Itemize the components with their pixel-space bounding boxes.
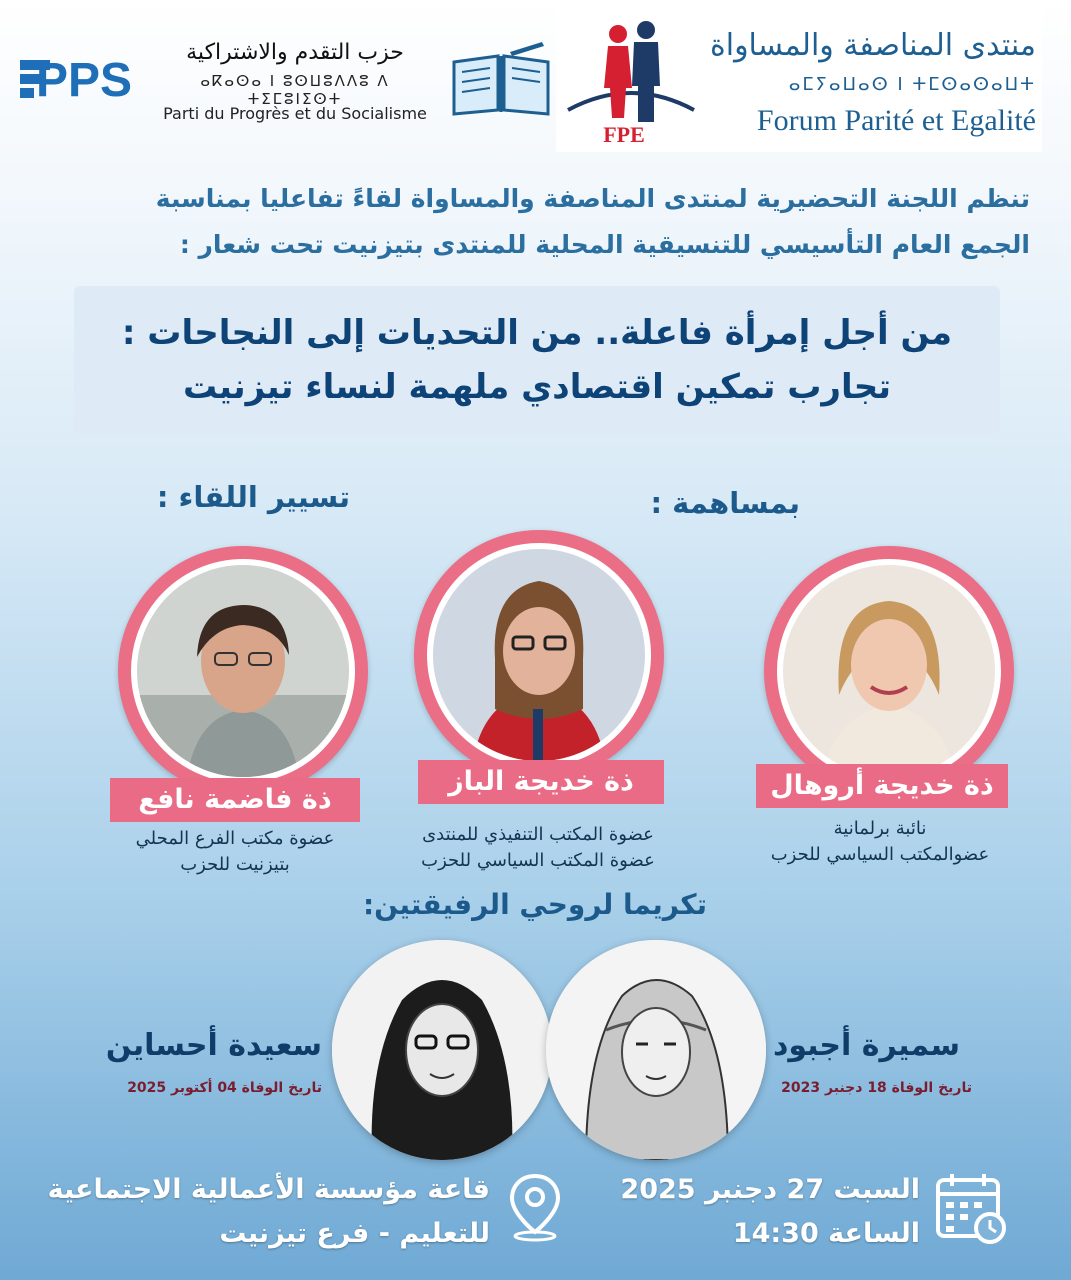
location-pin-icon xyxy=(506,1172,564,1242)
speaker-role-line: نائبة برلمانية xyxy=(833,818,927,839)
intro-line-1: تنظم اللجنة التحضيرية لمنتدى المناصفة والمساواة لقاءً تفاعليا بمناسبة xyxy=(155,184,1030,213)
memorial-portrait-saida xyxy=(332,940,552,1160)
calendar-icon xyxy=(934,1170,1010,1246)
speaker-name-tag: ذة فاضمة نافع xyxy=(110,778,360,822)
speaker-role-line: عضوالمكتب السياسي للحزب xyxy=(770,844,990,865)
participation-label: بمساهمة : xyxy=(650,486,800,520)
slogan-box xyxy=(74,286,1000,434)
speaker-portrait-fatima xyxy=(118,546,368,796)
speaker-name-tag: ذة خديجة أروهال xyxy=(756,764,1008,808)
intro-line-2: الجمع العام التأسيسي للتنسيقية المحلية للمنتدى بتيزنيت تحت شعار : xyxy=(179,230,1030,259)
fpe-arabic-name: منتدى المناصفة والمساواة xyxy=(710,28,1036,63)
speaker-role xyxy=(366,822,710,874)
sketch-image xyxy=(546,940,766,1160)
pps-arabic-name: حزب التقدم والاشتراكية xyxy=(186,40,404,65)
venue-line-2: للتعليم - فرع تيزنيت xyxy=(219,1218,490,1249)
slogan-line-1: من أجل إمرأة فاعلة.. من التحديات إلى النجاحات : xyxy=(121,313,953,353)
speaker-portrait-khadija-arouhal xyxy=(764,546,1014,796)
portrait-image xyxy=(137,565,349,777)
speaker-portrait-khadija-albaz xyxy=(414,530,664,780)
tribute-title: تكريما لروحي الرفيقتين: xyxy=(362,888,708,921)
speaker-role-line: بتيزنيت للحزب xyxy=(180,854,290,875)
book-icon xyxy=(446,40,556,120)
slogan-text xyxy=(74,306,1000,414)
fpe-logo xyxy=(566,18,696,148)
pps-french-name: Parti du Progrès et du Socialisme xyxy=(163,104,427,123)
memorial-name-saida: سعيدة أحساين xyxy=(105,1028,322,1063)
fpe-tifinagh-name: ⴰⵎⵢⴰⵡⴰⵙ ⵏ ⵜⵎⵙⴰⵙⴰⵡⵜ xyxy=(788,74,1036,95)
speaker-role-line: عضوة مكتب الفرع المحلي xyxy=(135,828,335,849)
event-time: الساعة 14:30 xyxy=(732,1218,920,1249)
date-time-text xyxy=(570,1168,920,1256)
venue-text xyxy=(40,1168,490,1256)
portrait-image xyxy=(783,565,995,777)
fpe-french-name: Forum Parité et Egalité xyxy=(756,104,1036,137)
pps-tifinagh-name: ⴰⴽⴰⵙⴰ ⵏ ⵓⵙⵡⵓⴷⴷⵓ ⴷ ⵜⵉⵎⵓⵏⵉⵙⵜ xyxy=(200,72,390,108)
speaker-role xyxy=(730,816,1030,868)
pps-logo-text: PPS xyxy=(35,54,133,102)
speaker-role-line: عضوة المكتب التنفيذي للمنتدى xyxy=(422,824,654,845)
portrait-image xyxy=(433,549,645,761)
pps-logo xyxy=(20,52,138,102)
fpe-logo-block xyxy=(556,4,1042,152)
memorial-date-saida: تاريخ الوفاة 04 أكتوبر 2025 xyxy=(127,1080,322,1096)
speaker-role-line: عضوة المكتب السياسي للحزب xyxy=(421,850,655,871)
sketch-image xyxy=(332,940,552,1160)
moderation-label: تسيير اللقاء : xyxy=(156,480,350,514)
memorial-name-samira: سميرة أجبود xyxy=(772,1028,960,1063)
speaker-name-tag: ذة خديجة الباز xyxy=(418,760,664,804)
memorial-portrait-samira xyxy=(546,940,766,1160)
intro-text xyxy=(30,176,1030,268)
slogan-line-2: تجارب تمكين اقتصادي ملهمة لنساء تيزنيت xyxy=(182,367,892,407)
fpe-logo-text: FPE xyxy=(603,122,645,147)
event-date: السبت 27 دجنبر 2025 xyxy=(620,1174,920,1205)
venue-line-1: قاعة مؤسسة الأعمالية الاجتماعية xyxy=(47,1174,490,1205)
memorial-date-samira: تاريخ الوفاة 18 دجنبر 2023 xyxy=(781,1080,972,1096)
speaker-role xyxy=(90,826,380,878)
